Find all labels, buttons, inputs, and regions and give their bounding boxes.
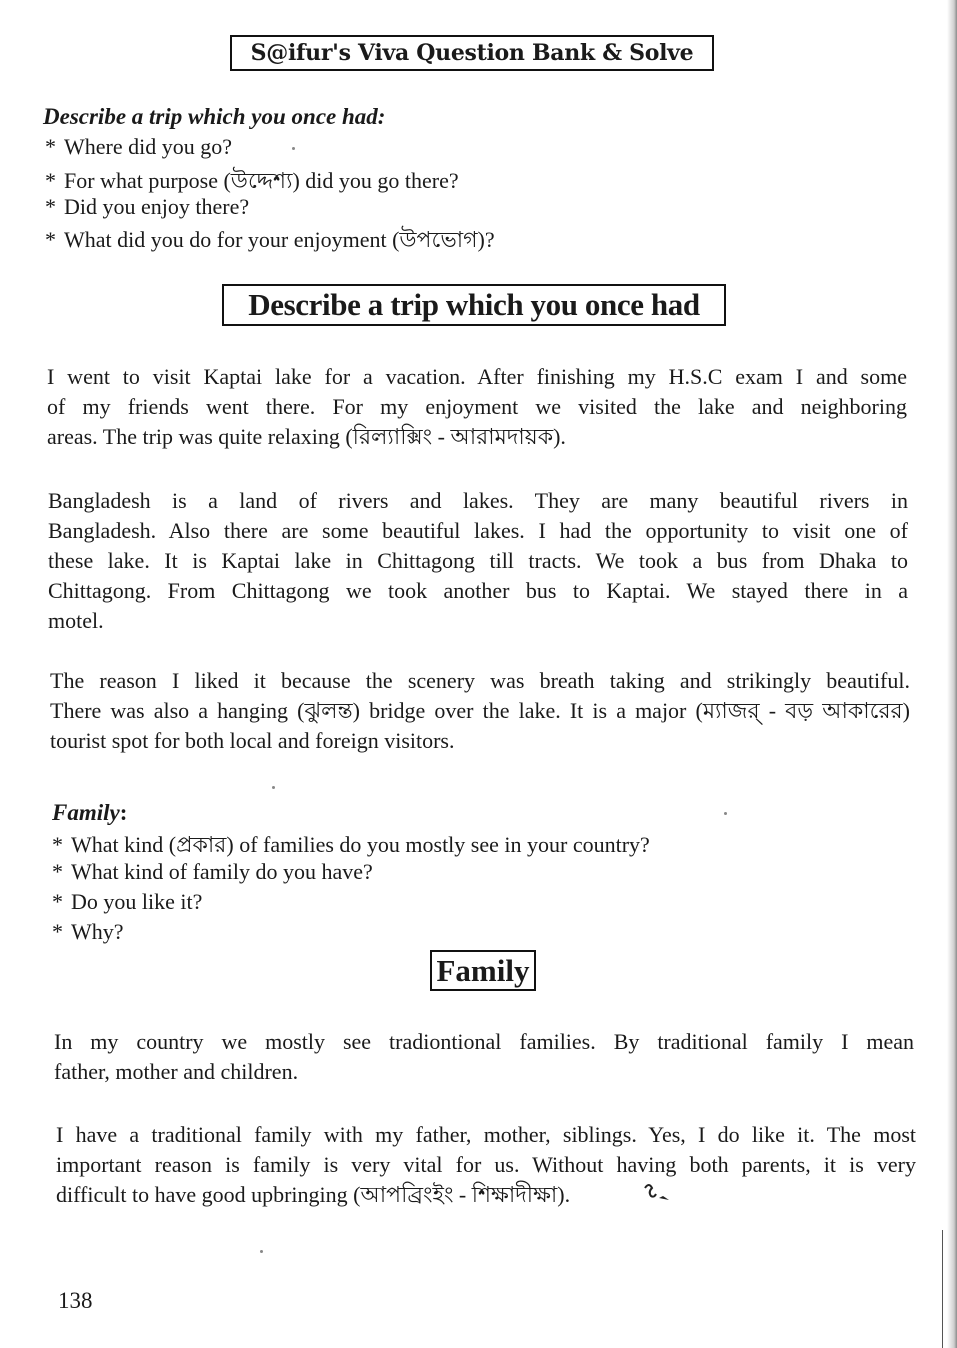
page-edge-shadow (947, 0, 957, 1348)
trip-paragraph-3: The reason I liked it because the scenery was breath taking and strikingly beautiful. There was also a hanging (ঝুলন্ত) bridge over the lake. It is a major (ম্যাজর্ - বড় আকারের) tourist spot for both local and foreign visitors. (50, 668, 910, 753)
family-question-item: * What kind (প্রকার) of families do you mostly see in your country? (52, 832, 650, 857)
family-questions-heading: Family: (52, 800, 128, 825)
trip-questions-heading: Describe a trip which you once had: (43, 104, 386, 129)
family-paragraph-1: In my country we mostly see tradiontional families. By traditional family I mean father, mother and children. (54, 1029, 914, 1084)
trip-question-item: * For what purpose (উদ্দেশ্য) did you go there? (45, 168, 459, 193)
family-section-title: Family (430, 950, 536, 991)
scan-speck (272, 786, 275, 789)
trip-paragraph-2: Bangladesh is a land of rivers and lakes. They are many beautiful rivers in Bangladesh. Also there are some beautiful lakes. I had the opportunity to visit one of these lake. It is Kaptai lake in Chittagong till tracts. We took a bus from Dhaka to Chittagong. From Chittagong we took another bus to Kaptai. We stayed there in a motel. (48, 488, 908, 633)
handwritten-mark (641, 1180, 675, 1210)
handwritten-mark-icon (641, 1180, 675, 1204)
family-question-item: * What kind of family do you have? (52, 859, 373, 884)
scan-speck (292, 147, 295, 150)
trip-question-item: * Where did you go? (45, 134, 232, 159)
scan-speck (260, 1250, 263, 1253)
trip-section-title: Describe a trip which you once had (222, 284, 726, 326)
family-question-item: * Why? (52, 919, 124, 944)
family-question-item: * Do you like it? (52, 889, 203, 914)
page-edge-line (942, 1230, 943, 1348)
trip-question-item: * Did you enjoy there? (45, 194, 250, 219)
trip-paragraph-1: I went to visit Kaptai lake for a vacation. After finishing my H.S.C exam I and some of my friends went there. For my enjoyment we visited the lake and neighboring areas. The trip was quite relaxing (রিল্যাক্সিং - আরামদায়ক). (47, 364, 907, 449)
page-number: 138 (58, 1288, 93, 1313)
header-title: S@ifur's Viva Question Bank & Solve (230, 35, 714, 71)
scan-speck (724, 812, 727, 815)
trip-question-item: * What did you do for your enjoyment (উপভোগ)? (45, 227, 495, 252)
family-paragraph-2: I have a traditional family with my father, mother, siblings. Yes, I do like it. The most important reason is family is very vital for us. Without having both parents, it is very difficult to have good upbringing (আপব্রিংইং - শিক্ষাদীক্ষা). (56, 1122, 916, 1207)
